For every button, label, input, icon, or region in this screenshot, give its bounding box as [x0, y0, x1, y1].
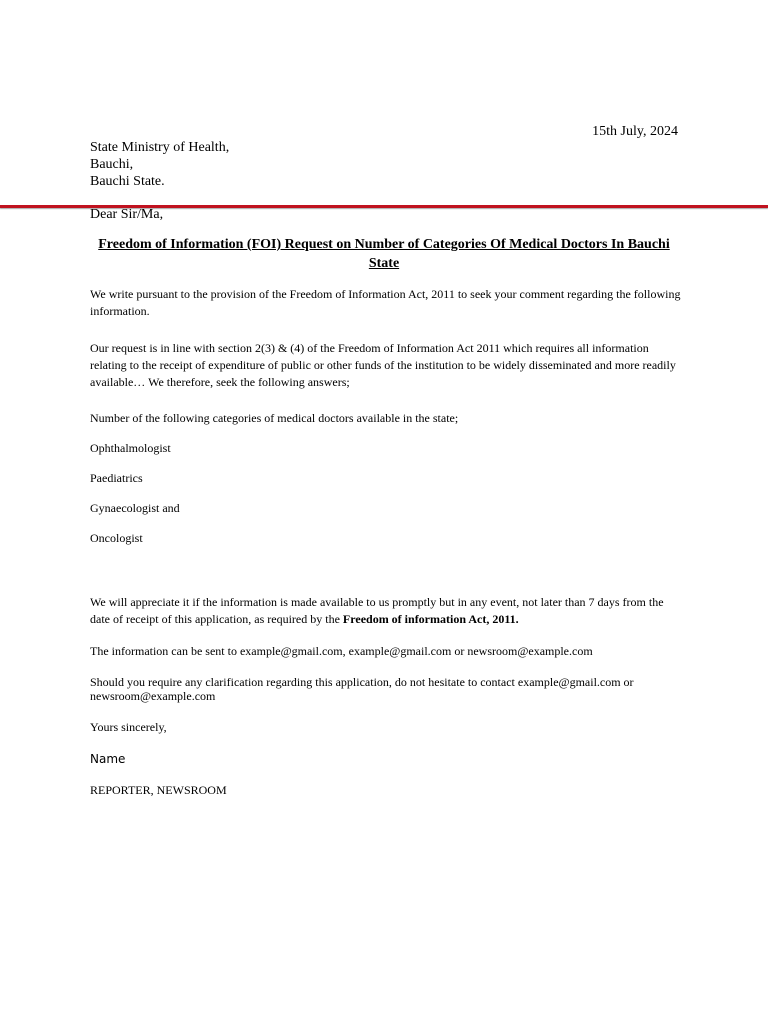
signatory-role: REPORTER, NEWSROOM: [90, 783, 227, 797]
paragraph-deadline: [90, 594, 685, 628]
paragraph-purpose: We write pursuant to the provision of the Freedom of Information Act, 2011 to seek your comment regarding the following information.: [90, 287, 681, 318]
list-item: Gynaecologist and: [90, 501, 180, 515]
list-item: Paediatrics: [90, 471, 143, 485]
contact-send-to: The information can be sent to example@gmail.com, example@gmail.com or newsroom@example.com: [90, 644, 593, 658]
list-item: Ophthalmologist: [90, 441, 171, 455]
recipient-address: [90, 139, 229, 190]
paragraph-clarification: Should you require any clarification regarding this application, do not hesitate to contact example@gmail.com or newsroom@example.com: [90, 675, 634, 703]
address-line-3: Bauchi State.: [90, 174, 165, 189]
list-item: Oncologist: [90, 531, 143, 545]
signatory-name: Name: [90, 752, 126, 766]
address-line-1: State Ministry of Health,: [90, 140, 230, 155]
list-intro: Number of the following categories of medical doctors available in the state;: [90, 411, 459, 425]
deadline-act-bold: Freedom of information Act, 2011.: [342, 612, 519, 626]
address-line-2: Bauchi,: [90, 157, 134, 172]
closing: Yours sincerely,: [90, 720, 167, 734]
salutation: Dear Sir/Ma,: [90, 207, 164, 222]
letter-date: 15th July, 2024: [592, 124, 678, 139]
deadline-text: We will appreciate it if the information is made available to us promptly but in any event, not later than 7 days from the date of receipt of this application, as required by the: [90, 595, 664, 626]
paragraph-legal-basis: Our request is in line with section 2(3) & (4) of the Freedom of Information Act 2011 which requires all information relating to the receipt of expenditure of public or other funds of the institution to be widely disseminated and more readily available… We therefore, seek the following answers;: [90, 341, 676, 389]
subject-heading: Freedom of Information (FOI) Request on Number of Categories Of Medical Doctors In Bauchi State: [98, 237, 670, 271]
